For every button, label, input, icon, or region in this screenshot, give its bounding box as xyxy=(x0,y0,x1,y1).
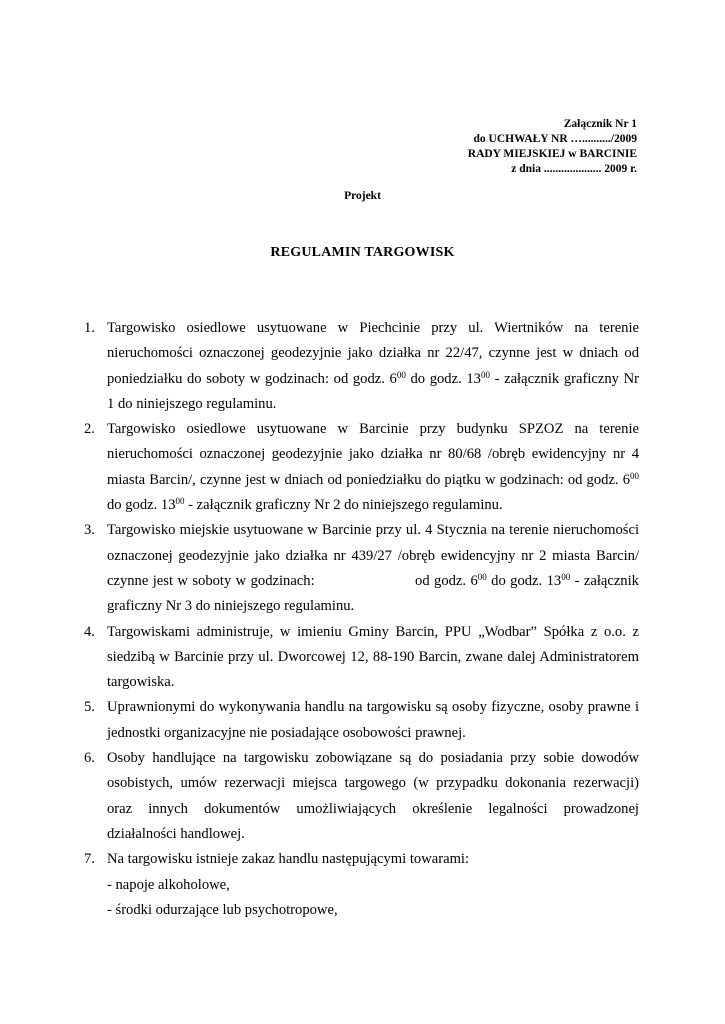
item-number: 4. xyxy=(84,623,95,640)
item-text-line: nieruchomości oznaczonej geodezyjnie jako działka nr 22/47, czynne jest w dniach od xyxy=(107,345,639,362)
draft-label: Projekt xyxy=(344,190,381,202)
list-item xyxy=(84,518,639,619)
item-text-line: graficzny Nr 3 do niniejszego regulaminu. xyxy=(107,598,355,615)
item-text-line: oznaczonej geodezyjnie jako działka nr 439/27 /obręb ewidencyjny nr 2 miasta Barcin/ xyxy=(107,547,639,564)
item-text-line: targowiska. xyxy=(107,674,175,691)
council-name: RADY MIEJSKIEJ w BARCINIE xyxy=(467,148,637,160)
item-text-line: do godz. $13^{00}$ - załącznik graficzny Nr 2 do niniejszego regulaminu. xyxy=(107,496,503,514)
item-number: 3. xyxy=(84,522,95,539)
list-item xyxy=(84,620,639,696)
item-text-line: oraz innych dokumentów umożliwiających określenie legalności prowadzonej xyxy=(107,800,639,817)
item-text-line: Targowisko osiedlowe usytuowane w Barcinie przy budynku SPZOZ na terenie xyxy=(107,421,639,438)
item-text-line: Osoby handlujące na targowisku zobowiązane są do posiadania przy sobie dowodów xyxy=(107,750,639,767)
item-text-line: poniedziałku do soboty w godzinach: od godz. $6^{00}$ do godz. $13^{00}$ - załącznik graficzny Nr xyxy=(107,369,639,387)
item-text-line: 1 do niniejszego regulaminu. xyxy=(107,395,277,412)
item-text-line: siedzibą w Barcinie przy ul. Dworcowej 12, 88-190 Barcin, zwane dalej Administratorem xyxy=(107,648,639,665)
item-text-line: Na targowisku istnieje zakaz handlu następującymi towarami: xyxy=(107,851,470,868)
item-text-line: Uprawnionymi do wykonywania handlu na targowisku są osoby fizyczne, osoby prawne i xyxy=(107,699,639,716)
attachment-number: Załącznik Nr 1 xyxy=(563,118,637,130)
document-title: REGULAMIN TARGOWISK xyxy=(270,245,455,260)
list-item xyxy=(84,417,639,518)
item-text-line: czynne jest w soboty w godzinach: od godz. $6^{00}$ do godz. $13^{00}$ - załącznik xyxy=(107,571,639,589)
item-number: 5. xyxy=(84,699,95,716)
item-number: 2. xyxy=(84,421,95,438)
resolution-date: z dnia .................... 2009 r. xyxy=(511,163,637,175)
list-item xyxy=(84,746,639,847)
item-text-line: Targowiskami administruje, w imieniu Gminy Barcin, PPU „Wodbar” Spółka z o.o. z xyxy=(107,623,639,640)
item-number: 6. xyxy=(84,750,95,767)
item-text-line: jednostki organizacyjne nie posiadające osobowości prawnej. xyxy=(107,724,466,741)
item-number: 1. xyxy=(84,320,95,336)
item-text-line: działalności handlowej. xyxy=(107,825,245,842)
list-item xyxy=(84,316,639,417)
item-text-line: nieruchomości oznaczonej geodezyjnie jako działka nr 80/68 /obręb ewidencyjny nr 4 xyxy=(107,446,639,463)
item-text-line: osobistych, umów rezerwacji miejsca targowego (w przypadku dokonania rezerwacji) xyxy=(107,775,639,792)
list-item xyxy=(84,695,639,746)
list-item xyxy=(84,847,639,923)
resolution-number: do UCHWAŁY NR …........../2009 xyxy=(473,133,637,145)
regulation-list xyxy=(84,316,639,923)
attachment-header xyxy=(468,117,637,177)
item-text-line: miasta Barcin/, czynne jest w dniach od poniedziałku do piątku w godzinach: od godz. $6^{00}$ xyxy=(107,470,639,488)
item-text-line: - napoje alkoholowe, xyxy=(107,876,230,893)
item-number: 7. xyxy=(84,851,95,868)
item-text-line: Targowisko miejskie usytuowane w Barcinie przy ul. 4 Stycznia na terenie nieruchomości xyxy=(107,522,639,539)
item-text-line: Targowisko osiedlowe usytuowane w Piechcinie przy ul. Wiertników na terenie xyxy=(107,320,639,336)
item-text-line: - środki odurzające lub psychotropowe, xyxy=(107,901,338,918)
